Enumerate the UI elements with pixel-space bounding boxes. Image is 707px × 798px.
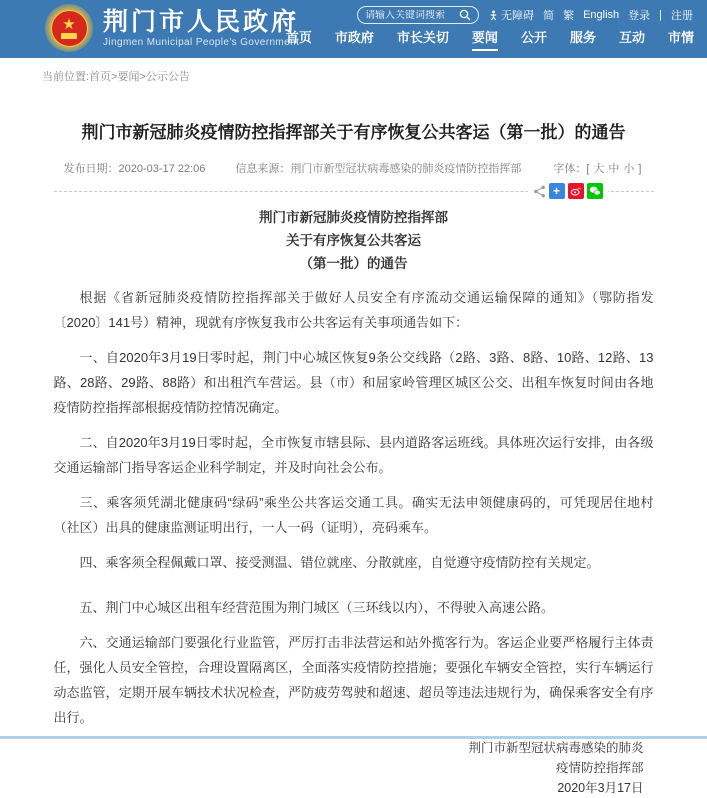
nav-item-services[interactable]: 服务 <box>569 30 596 45</box>
paragraph-item-1: 一、自2020年3月19日零时起，荆门中心城区恢复9条公交线路（2路、3路、8路、10路、12路、13路、28路、29路、88路）和出租汽车营运。县（市）和屈家岭管理区城区公交、出租车恢复时间由各地疫情防控指挥部根据疫情防控情况确定。 <box>53 350 654 415</box>
document-heading-line3: （第一批）的通告 <box>299 256 408 271</box>
paragraph-item-4: 四、乘客须全程佩戴口罩、接受测温、错位就座、分散就座，自觉遵守疫情防控有关规定。 <box>79 555 600 570</box>
national-emblem-icon <box>45 4 93 52</box>
site-title: 荆门市人民政府 <box>103 8 300 36</box>
document-body <box>54 285 654 730</box>
font-size-large[interactable]: 大 <box>593 163 605 175</box>
lang-traditional[interactable]: 繁 <box>563 10 575 22</box>
nav-item-news[interactable]: 要闻 <box>472 27 498 51</box>
paragraph-item-3: 三、乘客须凭湖北健康码“绿码”乘坐公共客运交通工具。确实无法申领健康码的，可凭现居住地村（社区）出具的健康监测证明出行，一人一码（证明），亮码乘车。 <box>53 495 654 535</box>
publish-date <box>64 160 206 176</box>
site-header <box>0 0 707 58</box>
search-input[interactable] <box>365 10 457 21</box>
nav-item-city-info[interactable]: 市情 <box>667 30 694 45</box>
lang-english[interactable]: English <box>583 9 620 21</box>
share-icon[interactable] <box>533 185 546 198</box>
login-register-divider: | <box>659 9 662 21</box>
breadcrumb[interactable]: 当前位置:首页>要闻>公示公告 <box>42 71 190 83</box>
nav-item-interaction[interactable]: 互动 <box>618 30 645 45</box>
accessibility-label: 无障碍 <box>501 10 535 22</box>
font-size-medium[interactable]: 中 <box>608 163 620 175</box>
font-size-small[interactable]: 小 <box>623 163 635 175</box>
share-more-icon[interactable]: + <box>549 183 565 199</box>
nav-item-mayor-concern[interactable]: 市长关切 <box>396 30 449 45</box>
document-heading-line2: 关于有序恢复公共客运 <box>286 233 421 248</box>
wechat-icon[interactable] <box>587 183 603 199</box>
article <box>54 118 654 798</box>
share-bar <box>528 183 608 199</box>
nav-item-open[interactable]: 公开 <box>520 30 547 45</box>
accessibility-link[interactable] <box>488 7 534 23</box>
login-link[interactable]: 登录 <box>628 10 651 22</box>
footer-divider <box>0 736 707 739</box>
nav-item-home[interactable]: 首页 <box>285 30 312 45</box>
emblem-star-icon: ★ <box>62 15 76 33</box>
signature-block <box>54 738 654 798</box>
info-source <box>235 160 521 176</box>
info-source-label: 信息来源： <box>235 163 291 175</box>
page-title: 荆门市新冠肺炎疫情防控指挥部关于有序恢复公共客运（第一批）的通告 <box>81 123 626 142</box>
lang-simplified[interactable]: 简 <box>543 10 555 22</box>
paragraph-item-6: 六、交通运输部门要强化行业监管，严厉打击非法营运和站外揽客行为。客运企业要严格履行主体责任，强化人员安全管控，合理设置隔离区，全面落实疫情防控措施；要强化车辆安全管控，实行车辆运行动态监管，定期开展车辆技术状况检查，严防疲劳驾驶和超速、超员等违法违规行为，确保乘客安全有序出行。 <box>53 635 654 725</box>
site-subtitle: Jingmen Municipal People's Government <box>103 37 300 48</box>
paragraph-item-5: 五、荆门中心城区出租车经营范围为荆门城区（三环线以内），不得驶入高速公路。 <box>79 600 555 615</box>
main-nav <box>286 27 694 51</box>
dashed-divider <box>54 184 654 198</box>
signature-date: 2020年3月17日 <box>557 781 644 795</box>
accessibility-icon <box>488 10 499 21</box>
paragraph-item-2: 二、自2020年3月19日零时起，全市恢复市辖县际、县内道路客运班线。具体班次运行安排，由各级交通运输部门指导客运企业科学制定，并及时向社会公布。 <box>53 435 654 475</box>
nav-item-city-government[interactable]: 市政府 <box>334 30 374 45</box>
document-heading-line1: 荆门市新冠肺炎疫情防控指挥部 <box>259 210 448 225</box>
publish-date-label: 发布日期： <box>63 163 119 175</box>
search-box[interactable] <box>357 6 479 24</box>
paragraph-intro: 根据《省新冠肺炎疫情防控指挥部关于做好人员安全有序流动交通运输保障的通知》（鄂防指发〔2020〕141号）精神，现就有序恢复我市公共客运有关事项通告如下： <box>53 290 654 330</box>
emblem-gate-shape <box>61 33 77 39</box>
search-icon[interactable] <box>459 9 471 21</box>
register-link[interactable]: 注册 <box>671 10 693 22</box>
font-size-label: 字体：[ <box>553 163 590 175</box>
article-meta <box>54 160 654 176</box>
signature-org-line2: 疫情防控指挥部 <box>555 761 644 775</box>
document-heading <box>54 206 654 275</box>
site-logo[interactable] <box>45 4 299 52</box>
font-size-label-close: ] <box>638 163 642 175</box>
font-size-control <box>551 160 643 176</box>
publish-date-value: 2020-03-17 22:06 <box>118 163 206 175</box>
header-top-bar <box>357 6 693 24</box>
info-source-value: 荆门市新型冠状病毒感染的肺炎疫情防控指挥部 <box>290 163 522 175</box>
weibo-icon[interactable] <box>568 183 584 199</box>
signature-org-line1: 荆门市新型冠状病毒感染的肺炎 <box>468 741 644 755</box>
